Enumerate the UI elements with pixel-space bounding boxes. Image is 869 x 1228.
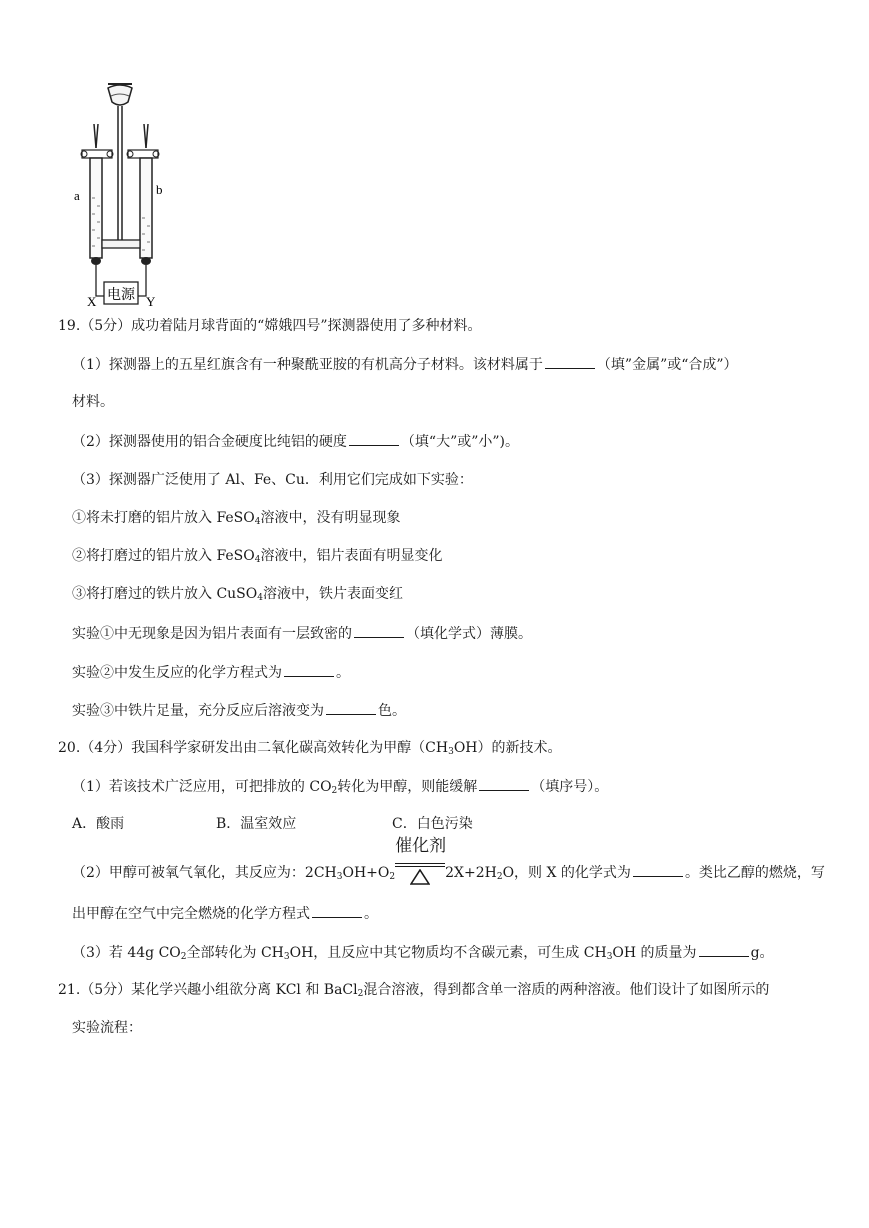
q21-header-sub: 2: [357, 989, 364, 999]
q20-part1: [72, 776, 608, 801]
q19-header: 19.（5分）成功着陆月球背面的“嫦娥四号”探测器使用了多种材料。: [58, 318, 482, 334]
answer2-text: 实验②中发生反应的化学方程式为: [72, 665, 282, 681]
q20-part1-hint: （填序号）。: [531, 779, 609, 795]
q20-part2-sub3: 2: [496, 872, 503, 882]
terminal-y-label: Y: [146, 294, 156, 308]
q20-part1-blank[interactable]: [479, 776, 529, 791]
q19-part1-hint: （填”金属”或“合成”）: [596, 357, 738, 373]
exp1-text-2: 溶液中，没有明显现象: [260, 510, 401, 526]
exp1-sub: 4: [254, 517, 261, 527]
exp2-sub: 4: [254, 555, 261, 565]
q21-header-text: 21.（5分）某化学兴趣小组欲分离 KCl 和 BaCl: [58, 982, 358, 998]
answer2-blank[interactable]: [284, 662, 334, 677]
answer1-blank[interactable]: [354, 623, 404, 638]
q19-part1-text: （1）探测器上的五星红旗含有一种聚酰亚胺的有机高分子材料。该材料属于: [72, 357, 543, 373]
q20-option-a: A．酸雨: [72, 816, 125, 832]
q20-part3-text: （3）若 44g CO: [72, 945, 181, 961]
tube-b-label: b: [156, 182, 163, 197]
q20-part2-blank-1[interactable]: [633, 862, 683, 877]
q20-part2-end: 。: [364, 906, 378, 922]
q20-part2-text-4: O，则 X 的化学式为: [502, 865, 631, 881]
q20-part2-text-5: 。类比乙醇的燃烧，写: [684, 865, 825, 881]
terminal-x-label: X: [87, 294, 97, 308]
q19-part1: [72, 354, 738, 375]
q19-answer-1: [72, 623, 532, 644]
q20-part1-sub: 2: [331, 786, 338, 796]
exp2-text-2: 溶液中，铝片表面有明显变化: [260, 548, 443, 564]
q20-header-text: 20.（4分）我国科学家研发出由二氧化碳高效转化为甲醇（CH: [58, 740, 449, 756]
equals-bar-top: [395, 863, 445, 864]
answer3-end: 色。: [378, 703, 406, 719]
heat-triangle-icon: [410, 869, 430, 885]
q21-header-cont: 实验流程：: [72, 1020, 142, 1036]
q21-header-text-2: 混合溶液，得到都含单一溶质的两种溶液。他们设计了如图所示的: [363, 982, 770, 998]
q20-part2-text-3: 2X+2H: [445, 865, 497, 881]
q20-part1-text-2: 转化为甲醇，则能缓解: [337, 779, 478, 795]
exp3-text-2: 溶液中，铁片表面变红: [262, 586, 403, 602]
q19-answer-2: [72, 662, 350, 683]
q20-part3-unit: g。: [750, 945, 774, 961]
q19-experiment-3: [72, 584, 403, 608]
q19-experiment-2: [72, 546, 443, 570]
exp3-text: ③将打磨过的铁片放入 CuSO: [72, 586, 258, 602]
equals-bar-bottom: [395, 866, 445, 867]
q20-part2-cont: [72, 903, 378, 924]
q19-part1-blank[interactable]: [545, 354, 595, 369]
answer1-text: 实验①中无现象是因为铝片表面有一层致密的: [72, 626, 352, 642]
q19-part1-cont: 材料。: [72, 394, 114, 410]
q19-part2-blank[interactable]: [349, 431, 399, 446]
q20-header-text-2: OH）的新技术。: [453, 740, 562, 756]
answer3-text: 实验③中铁片足量，充分反应后溶液变为: [72, 703, 324, 719]
q20-part3-sub1: 2: [180, 952, 187, 962]
q19-answer-3: [72, 700, 406, 721]
q21-header: [58, 980, 769, 1004]
q20-part2: [72, 836, 825, 887]
q20-part3-text-2: 全部转化为 CH: [186, 945, 284, 961]
q20-part2-text-6: 出甲醇在空气中完全燃烧的化学方程式: [72, 906, 310, 922]
q20-part3-text-4: OH 的质量为: [612, 945, 697, 961]
q19-part2-hint: （填“大”或”小”)。: [400, 434, 519, 450]
power-supply-label: 电源: [107, 287, 135, 303]
q19-part2-text: （2）探测器使用的铝合金硬度比纯铝的硬度: [72, 434, 347, 450]
q20-option-c: C．白色污染: [392, 816, 473, 832]
q20-header: [58, 738, 562, 762]
q20-option-b: B．温室效应: [216, 816, 297, 832]
q19-part2: [72, 431, 519, 452]
q20-part2-sub1: 3: [336, 872, 343, 882]
q20-part3-sub2: 3: [283, 952, 290, 962]
answer1-hint: （填化学式）薄膜。: [406, 626, 532, 642]
q20-part2-text: （2）甲醇可被氧气氧化，其反应为：2CH: [72, 865, 337, 881]
q20-part3-text-3: OH，且反应中其它物质均不含碳元素，可生成 CH: [289, 945, 607, 961]
exp2-text: ②将打磨过的铝片放入 FeSO: [72, 548, 255, 564]
q20-part2-sub2: 2: [389, 872, 396, 882]
q20-part3-sub3: 3: [606, 952, 613, 962]
q20-part3-blank[interactable]: [699, 942, 749, 957]
answer2-end: 。: [336, 665, 350, 681]
answer3-blank[interactable]: [326, 700, 376, 715]
tube-a-label: a: [74, 188, 80, 203]
exp1-text: ①将未打磨的铝片放入 FeSO: [72, 510, 255, 526]
q20-part3: [72, 942, 774, 967]
q20-part2-blank-2[interactable]: [312, 903, 362, 918]
electrolysis-apparatus-figure: [70, 78, 170, 308]
q19-part3: （3）探测器广泛使用了 Al、Fe、Cu．利用它们完成如下实验：: [72, 472, 473, 488]
q20-part2-text-2: OH+O: [342, 865, 390, 881]
exp3-sub: 4: [257, 593, 263, 603]
q20-part1-text: （1）若该技术广泛应用，可把排放的 CO: [72, 779, 332, 795]
q19-experiment-1: [72, 508, 401, 532]
catalyst-arrow: [395, 836, 447, 877]
q20-header-sub: 3: [448, 747, 454, 757]
catalyst-label: 催化剂: [395, 836, 447, 856]
